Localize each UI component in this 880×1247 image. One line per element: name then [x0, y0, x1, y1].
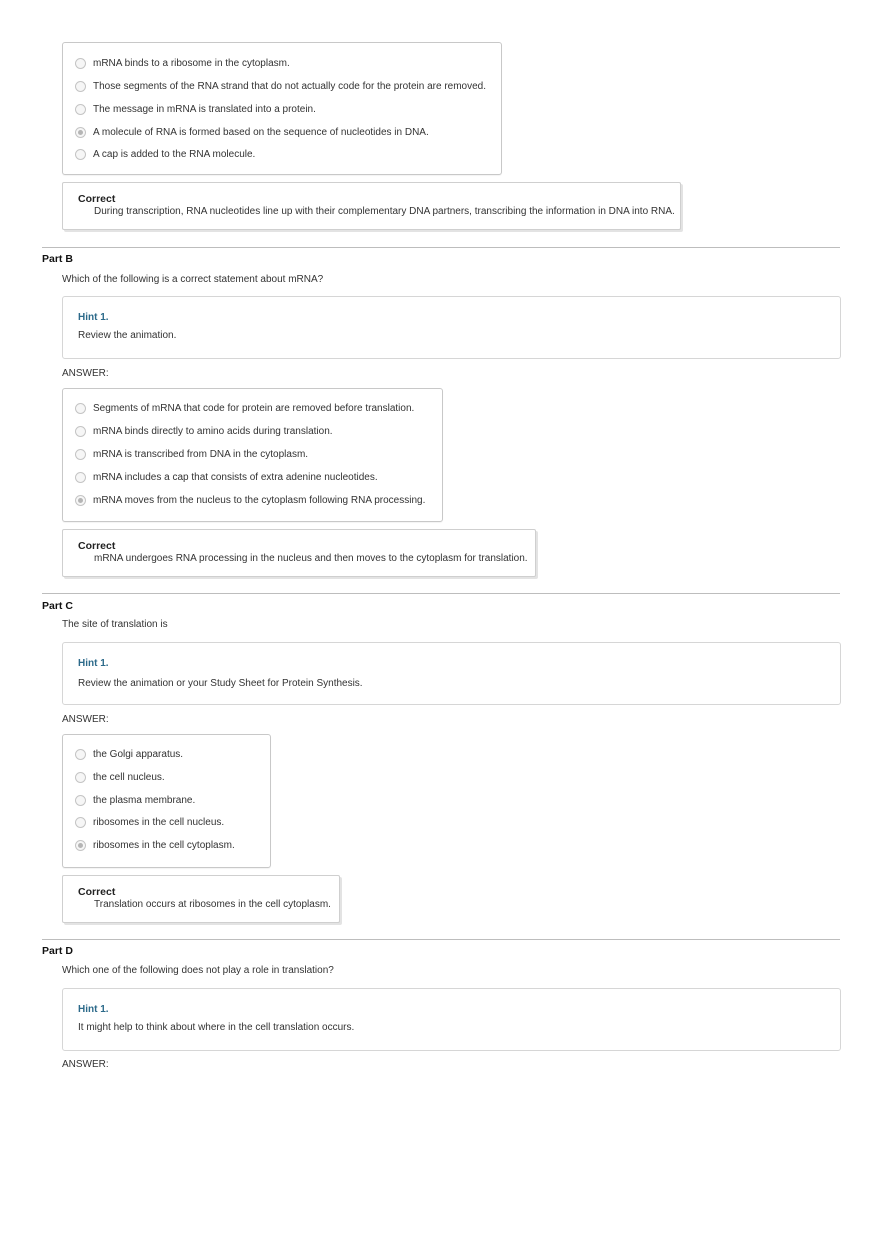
hint-text: Review the animation or your Study Sheet for Protein Synthesis. [78, 678, 363, 689]
section-divider [42, 247, 840, 248]
feedback-title: Correct [78, 540, 116, 552]
option-label: the plasma membrane. [93, 794, 196, 806]
option-label: mRNA includes a cap that consists of extra adenine nucleotides. [93, 471, 378, 483]
part-c-option-4[interactable] [75, 815, 224, 829]
part-a-option-1[interactable] [75, 56, 290, 70]
part-d-question: Which one of the following does not play a role in translation? [62, 965, 334, 976]
hint-text: Review the animation. [78, 330, 177, 341]
part-b-option-1[interactable] [75, 401, 414, 415]
part-c-answer-box [62, 734, 271, 868]
radio-button[interactable] [75, 795, 86, 806]
part-c-option-2[interactable] [75, 770, 165, 784]
feedback-title: Correct [78, 886, 116, 898]
feedback-text: mRNA undergoes RNA processing in the nucleus and then moves to the cytoplasm for translation. [94, 553, 528, 564]
option-label: Segments of mRNA that code for protein are removed before translation. [93, 402, 415, 414]
radio-button[interactable] [75, 749, 86, 760]
option-label: A cap is added to the RNA molecule. [93, 148, 256, 160]
option-label: mRNA binds to a ribosome in the cytoplasm. [93, 57, 290, 69]
part-a-option-2[interactable] [75, 79, 486, 93]
part-c-hint[interactable] [62, 642, 841, 705]
radio-button[interactable] [75, 81, 86, 92]
part-c-feedback [62, 875, 340, 923]
part-b-title: Part B [42, 253, 73, 265]
part-b-option-4[interactable] [75, 470, 378, 484]
radio-button-selected[interactable] [75, 840, 86, 851]
option-label: the Golgi apparatus. [93, 748, 184, 760]
section-divider [42, 939, 840, 940]
part-a-option-3[interactable] [75, 102, 316, 116]
hint-text: It might help to think about where in the cell translation occurs. [78, 1022, 355, 1033]
option-label: ribosomes in the cell cytoplasm. [93, 839, 235, 851]
radio-button[interactable] [75, 817, 86, 828]
radio-button[interactable] [75, 149, 86, 160]
radio-button-selected[interactable] [75, 495, 86, 506]
radio-button[interactable] [75, 449, 86, 460]
option-label: ribosomes in the cell nucleus. [93, 816, 225, 828]
part-b-option-2[interactable] [75, 424, 333, 438]
hint-title[interactable]: Hint 1. [78, 658, 109, 669]
radio-button[interactable] [75, 426, 86, 437]
part-a-answer-box [62, 42, 502, 175]
radio-button[interactable] [75, 472, 86, 483]
part-b-feedback [62, 529, 536, 577]
part-d-hint[interactable] [62, 988, 841, 1051]
feedback-text: During transcription, RNA nucleotides line up with their complementary DNA partners, transcribing the information in DNA into RNA. [94, 206, 675, 217]
feedback-text: Translation occurs at ribosomes in the cell cytoplasm. [94, 899, 331, 910]
hint-title[interactable]: Hint 1. [78, 1004, 109, 1015]
answer-label: ANSWER: [62, 368, 109, 379]
answer-label: ANSWER: [62, 714, 109, 725]
radio-button-selected[interactable] [75, 127, 86, 138]
part-b-option-5[interactable] [75, 493, 425, 507]
part-a-option-5[interactable] [75, 147, 255, 161]
part-d-title: Part D [42, 945, 73, 957]
radio-button[interactable] [75, 58, 86, 69]
section-divider [42, 593, 840, 594]
part-b-question: Which of the following is a correct statement about mRNA? [62, 274, 324, 285]
part-c-title: Part C [42, 600, 73, 612]
option-label: the cell nucleus. [93, 771, 165, 783]
part-c-question: The site of translation is [62, 619, 168, 630]
option-label: Those segments of the RNA strand that do not actually code for the protein are removed. [93, 80, 486, 92]
option-label: mRNA moves from the nucleus to the cytoplasm following RNA processing. [93, 494, 426, 506]
part-b-answer-box [62, 388, 443, 522]
part-c-option-5[interactable] [75, 838, 235, 852]
radio-button[interactable] [75, 104, 86, 115]
part-c-option-3[interactable] [75, 793, 195, 807]
option-label: A molecule of RNA is formed based on the sequence of nucleotides in DNA. [93, 126, 429, 138]
part-a-feedback [62, 182, 681, 230]
option-label: mRNA binds directly to amino acids during translation. [93, 425, 333, 437]
option-label: mRNA is transcribed from DNA in the cytoplasm. [93, 448, 309, 460]
radio-button[interactable] [75, 772, 86, 783]
feedback-title: Correct [78, 193, 116, 205]
answer-label: ANSWER: [62, 1059, 109, 1070]
radio-button[interactable] [75, 403, 86, 414]
part-a-option-4[interactable] [75, 125, 429, 139]
part-b-hint[interactable] [62, 296, 841, 359]
hint-title[interactable]: Hint 1. [78, 312, 109, 323]
part-c-option-1[interactable] [75, 747, 183, 761]
part-b-option-3[interactable] [75, 447, 308, 461]
option-label: The message in mRNA is translated into a protein. [93, 103, 316, 115]
